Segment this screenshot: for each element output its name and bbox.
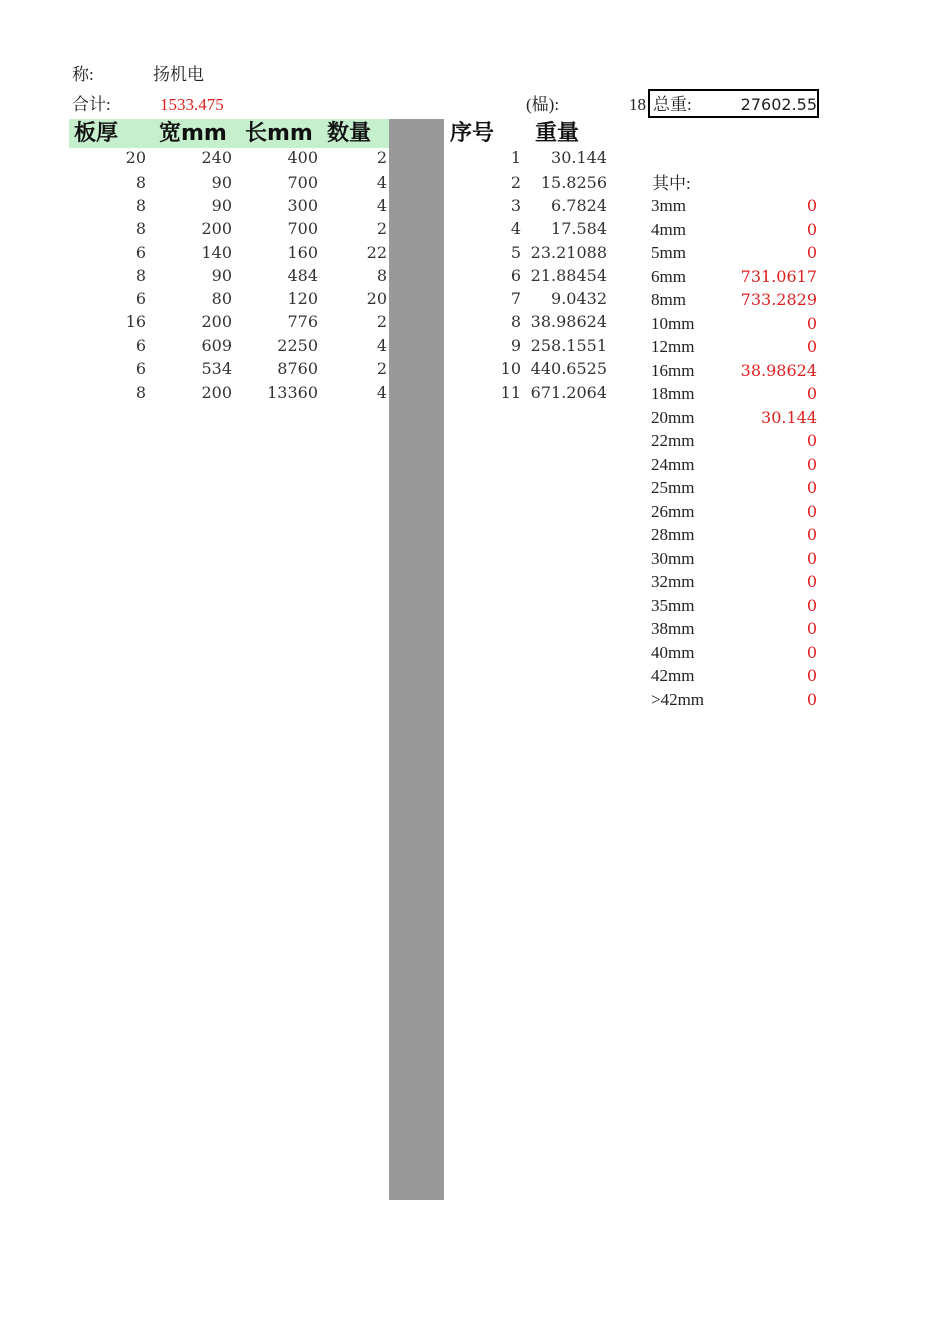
- cell-length: 700: [287, 173, 318, 192]
- cell-quantity: 8: [376, 266, 387, 285]
- cell-width: 200: [201, 219, 232, 238]
- cell-thickness: 20: [125, 148, 146, 167]
- cell-index: 1: [510, 148, 521, 167]
- cell-index: 2: [510, 173, 521, 192]
- cell-index: 4: [510, 219, 521, 238]
- cell-quantity: 2: [376, 359, 387, 378]
- count-value: 18: [629, 95, 646, 114]
- cell-length: 120: [287, 289, 318, 308]
- cell-index: 3: [510, 196, 521, 215]
- cell-weight: 6.7824: [551, 196, 607, 215]
- summary-thickness-label: 22mm: [651, 431, 695, 450]
- cell-thickness: 8: [135, 173, 146, 192]
- summary-thickness-value: 0: [806, 337, 817, 356]
- summary-thickness-value: 30.144: [761, 407, 817, 427]
- cell-width: 80: [211, 289, 232, 308]
- total-label: 总重:: [653, 95, 692, 114]
- cell-width: 90: [211, 266, 232, 285]
- cell-weight: 30.144: [551, 148, 607, 167]
- cell-length: 484: [287, 266, 318, 285]
- cell-length: 160: [287, 243, 318, 262]
- header-width: 宽mm: [159, 121, 227, 146]
- summary-thickness-value: 0: [806, 454, 817, 474]
- cell-weight: 38.98624: [530, 312, 607, 331]
- summary-thickness-label: 30mm: [651, 548, 695, 568]
- summary-thickness-value: 0: [806, 595, 817, 615]
- header-length: 长mm: [245, 121, 313, 146]
- cell-width: 200: [201, 312, 232, 331]
- summary-thickness-label: 32mm: [651, 572, 695, 591]
- header-thickness: 板厚: [74, 121, 119, 146]
- cell-width: 200: [201, 383, 232, 402]
- header-quantity: 数量: [327, 121, 372, 146]
- cell-quantity: 2: [376, 148, 387, 167]
- cell-length: 300: [287, 196, 318, 215]
- summary-thickness-label: 4mm: [651, 219, 686, 239]
- summary-thickness-label: 18mm: [651, 384, 695, 403]
- cell-weight: 23.21088: [530, 243, 607, 262]
- cell-weight: 258.1551: [530, 336, 607, 355]
- summary-thickness-label: 42mm: [651, 666, 695, 685]
- summary-thickness-label: 20mm: [651, 407, 695, 427]
- summary-thickness-label: 40mm: [651, 642, 695, 662]
- cell-thickness: 6: [135, 336, 146, 355]
- summary-thickness-value: 0: [806, 431, 817, 450]
- cell-thickness: 8: [135, 266, 146, 285]
- summary-thickness-label: 5mm: [651, 243, 686, 262]
- cell-weight: 15.8256: [540, 173, 607, 192]
- summary-thickness-label: 38mm: [651, 619, 695, 638]
- cell-weight: 21.88454: [530, 266, 607, 285]
- cell-thickness: 8: [135, 383, 146, 402]
- summary-thickness-value: 0: [806, 689, 817, 709]
- cell-index: 10: [500, 359, 521, 378]
- summary-thickness-value: 0: [806, 501, 817, 521]
- cell-thickness: 16: [125, 312, 146, 331]
- summary-thickness-value: 0: [806, 548, 817, 568]
- summary-label: 其中:: [652, 174, 691, 193]
- cell-quantity: 4: [376, 196, 387, 215]
- cell-quantity: 22: [366, 243, 387, 262]
- cell-width: 90: [211, 196, 232, 215]
- summary-thickness-value: 0: [806, 196, 817, 215]
- cell-length: 776: [287, 312, 318, 331]
- summary-thickness-label: 28mm: [651, 525, 695, 544]
- summary-thickness-label: 6mm: [651, 266, 686, 286]
- summary-thickness-label: 16mm: [651, 360, 695, 380]
- summary-thickness-value: 0: [806, 313, 817, 333]
- total-value: 27602.55: [740, 95, 817, 114]
- summary-thickness-label: >42mm: [651, 689, 705, 709]
- count-label: (榀):: [526, 95, 560, 114]
- cell-index: 11: [500, 383, 521, 402]
- cell-length: 400: [287, 148, 318, 167]
- cell-length: 13360: [267, 383, 318, 402]
- sum-label: 合计:: [72, 95, 111, 114]
- summary-thickness-value: 0: [806, 384, 817, 403]
- summary-thickness-label: 25mm: [651, 478, 695, 497]
- cell-index: 9: [510, 336, 521, 355]
- cell-thickness: 6: [135, 243, 146, 262]
- header-weight: 重量: [535, 121, 580, 146]
- summary-thickness-label: 35mm: [651, 595, 695, 615]
- summary-thickness-value: 0: [806, 525, 817, 544]
- summary-thickness-label: 12mm: [651, 337, 695, 356]
- cell-length: 8760: [277, 359, 318, 378]
- cell-index: 5: [510, 243, 521, 262]
- cell-weight: 9.0432: [551, 289, 607, 308]
- cell-quantity: 4: [376, 336, 387, 355]
- cell-length: 700: [287, 219, 318, 238]
- cell-width: 240: [201, 148, 232, 167]
- sum-value: 1533.475: [160, 95, 224, 114]
- cell-weight: 671.2064: [530, 383, 607, 402]
- cell-thickness: 8: [135, 219, 146, 238]
- summary-thickness-value: 0: [806, 642, 817, 662]
- cell-index: 6: [510, 266, 521, 285]
- summary-thickness-value: 0: [806, 572, 817, 591]
- cell-quantity: 2: [376, 219, 387, 238]
- cell-length: 2250: [277, 336, 318, 355]
- name-label: 称:: [72, 65, 94, 84]
- cell-quantity: 4: [376, 383, 387, 402]
- summary-thickness-label: 3mm: [651, 196, 686, 215]
- summary-thickness-label: 8mm: [651, 290, 686, 309]
- cell-width: 90: [211, 173, 232, 192]
- cell-weight: 440.6525: [530, 359, 607, 378]
- summary-thickness-value: 733.2829: [740, 290, 817, 309]
- cell-quantity: 4: [376, 173, 387, 192]
- name-value: 扬机电: [153, 65, 204, 84]
- divider-column: [389, 119, 444, 1200]
- summary-thickness-value: 0: [806, 666, 817, 685]
- summary-thickness-label: 10mm: [651, 313, 695, 333]
- summary-thickness-value: 38.98624: [740, 360, 817, 380]
- cell-thickness: 8: [135, 196, 146, 215]
- cell-index: 8: [510, 312, 521, 331]
- cell-quantity: 2: [376, 312, 387, 331]
- cell-width: 609: [201, 336, 232, 355]
- cell-index: 7: [510, 289, 521, 308]
- summary-thickness-value: 731.0617: [740, 266, 817, 286]
- cell-weight: 17.584: [551, 219, 607, 238]
- cell-quantity: 20: [366, 289, 387, 308]
- cell-thickness: 6: [135, 359, 146, 378]
- header-index: 序号: [450, 121, 495, 146]
- summary-thickness-value: 0: [806, 243, 817, 262]
- summary-thickness-label: 24mm: [651, 454, 695, 474]
- summary-thickness-value: 0: [806, 219, 817, 239]
- summary-thickness-value: 0: [806, 478, 817, 497]
- summary-thickness-label: 26mm: [651, 501, 695, 521]
- summary-thickness-value: 0: [806, 619, 817, 638]
- cell-width: 140: [201, 243, 232, 262]
- cell-width: 534: [201, 359, 232, 378]
- cell-thickness: 6: [135, 289, 146, 308]
